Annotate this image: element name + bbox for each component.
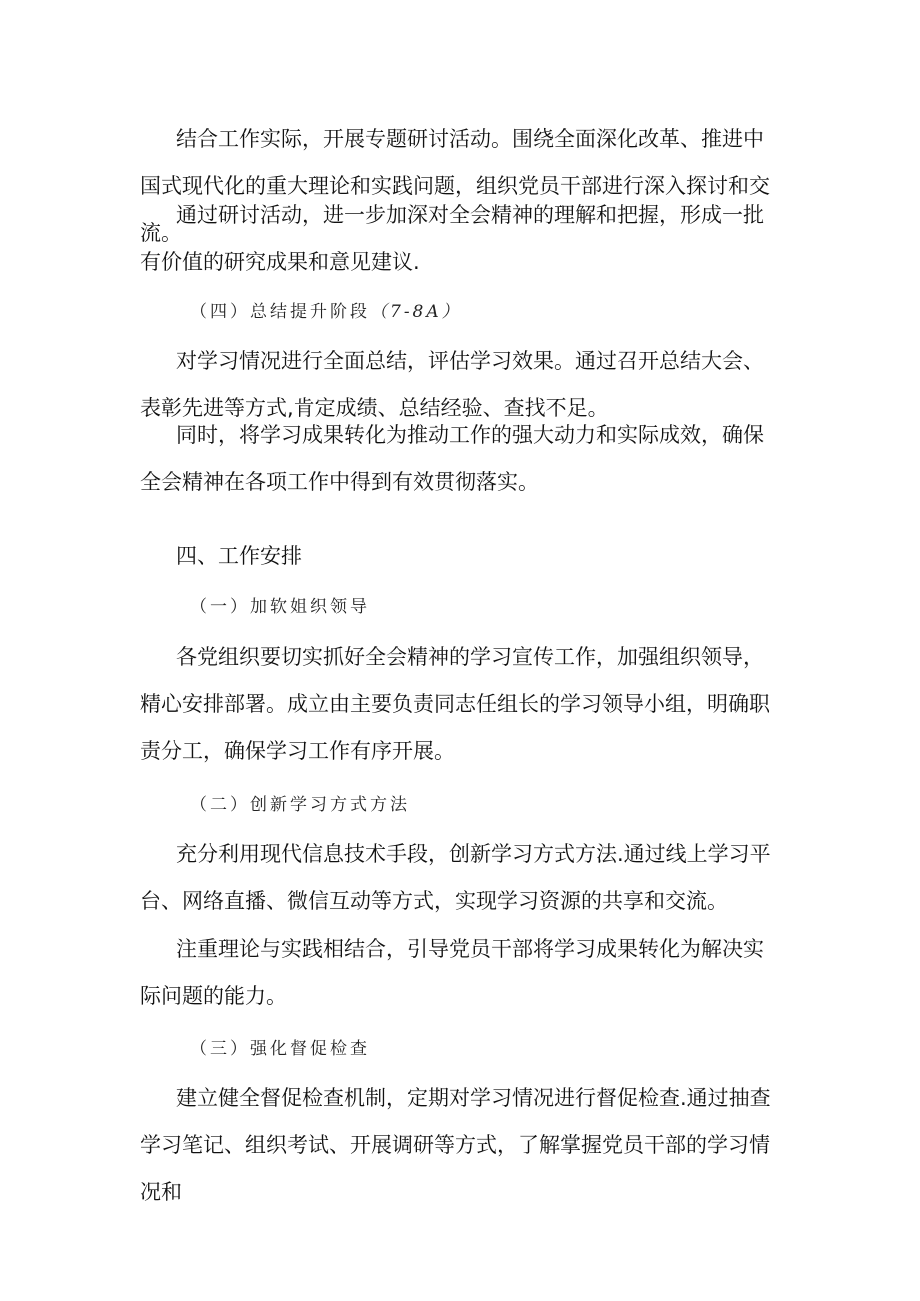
paragraph-org-leadership: 各党组织要切实抓好全会精神的学习宣传工作，加强组织领导，精心安排部署。成立由主要负责同志任组长的学习领导小组，明确职责分工，确保学习工作有序开展。 [140, 645, 770, 763]
paragraph-innovate-methods: 充分利用现代信息技术手段，创新学习方式方法.通过线上学习平台、网络直播、微信互动等方式，实现学习资源的共享和交流。 [140, 842, 771, 913]
subheading-summary-stage-title: （四）总结提升阶段 [190, 302, 370, 322]
paragraph-seminar-results: 通过研讨活动，进一步加深对全会精神的理解和把握，形成一批有价值的研究成果和意见建议. [140, 203, 764, 274]
subheading-org-leadership: （一）加软姐织领导 [190, 597, 370, 617]
paragraph-transform-results: 同时，将学习成果转化为推动工作的强大动力和实际成效，确保全会精神在各项工作中得到有效贯彻落实。 [140, 423, 764, 494]
paragraph-supervision: 建立健全督促检查机制，定期对学习情况进行督促检查.通过抽查学习笔记、组织考试、开展调研等方式，了解掌握党员干部的学习情况和 [140, 1086, 771, 1204]
subheading-innovate-methods: （二）创新学习方式方法 [190, 795, 410, 815]
paragraph-theory-practice: 注重理论与实践相结合，引导党员干部将学习成果转化为解决实际问题的能力。 [140, 937, 764, 1008]
section-heading-work-arrangement: 四、工作安排 [176, 544, 302, 568]
paragraph-seminar: 结合工作实际，开展专题研讨活动。围绕全面深化改革、推进中国式现代化的重大理论和实践问题，组织党员干部进行深入探讨和交流。 [140, 127, 770, 245]
paragraph-summary: 对学习情况进行全面总结，评估学习效果。通过召开总结大会、表彰先进等方式,肯定成绩、总结经验、查找不足。 [140, 349, 764, 420]
subheading-summary-stage-period: （7-8A） [370, 302, 462, 322]
subheading-supervision: （三）强化督促检查 [190, 1039, 370, 1059]
subheading-summary-stage [190, 297, 462, 322]
